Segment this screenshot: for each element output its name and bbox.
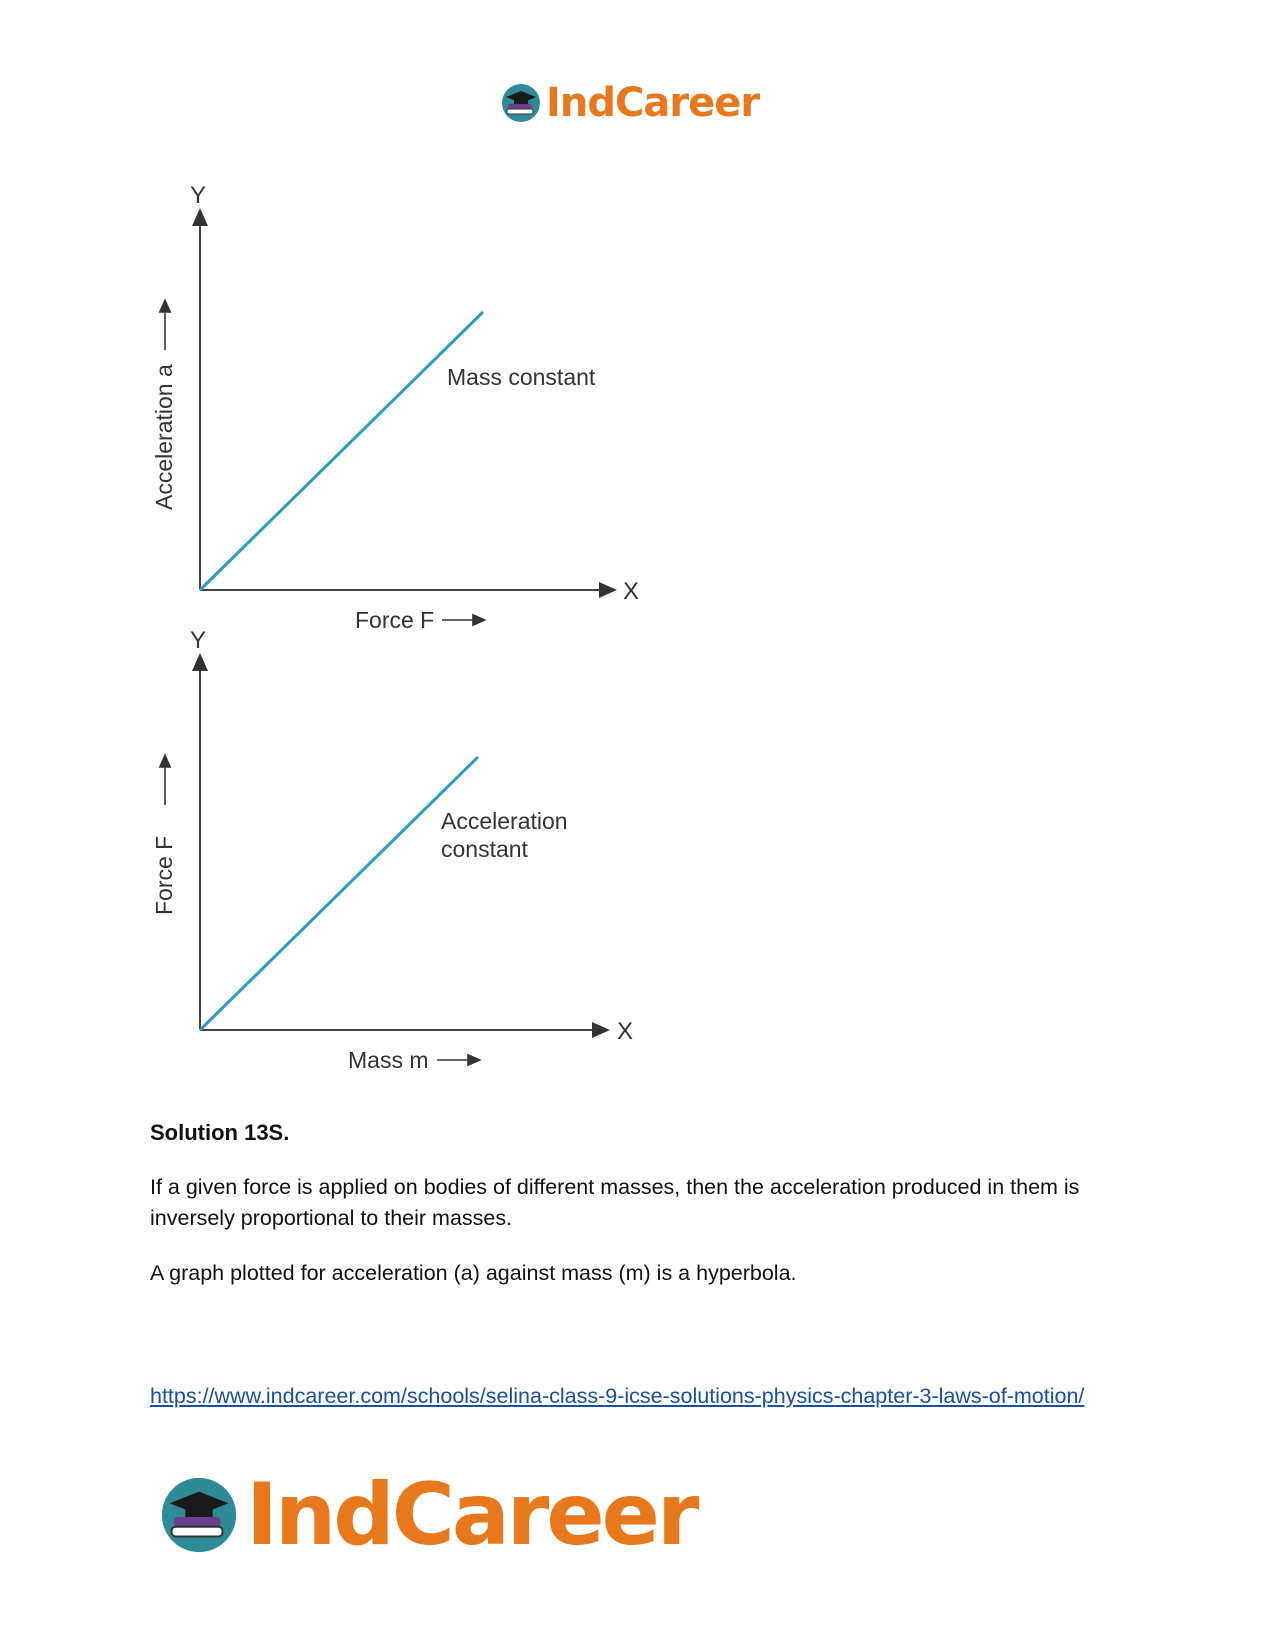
y-axis-letter: Y — [190, 182, 207, 209]
x-axis-letter: X — [617, 1018, 634, 1045]
x-axis-letter: X — [623, 578, 640, 605]
solution-paragraph-1: If a given force is applied on bodies of different masses, then the acceleration produced in them is inversely proportional to their masses. — [150, 1175, 1080, 1230]
x-axis-label: Force F — [355, 607, 435, 633]
y-axis-letter: Y — [190, 627, 207, 654]
line-label-line-1: Acceleration — [441, 808, 568, 834]
logo-text: IndCareer — [546, 80, 760, 126]
graduation-cap-books-icon — [158, 1474, 240, 1556]
line-label-line-2: constant — [441, 836, 528, 862]
line-label: Mass constant — [447, 364, 596, 390]
proportional-line — [200, 757, 478, 1030]
proportional-line — [200, 312, 483, 590]
graph-force-vs-mass — [140, 625, 700, 1085]
y-axis-label: Acceleration a — [151, 364, 177, 510]
graph-acceleration-vs-force — [140, 180, 700, 640]
source-link[interactable]: https://www.indcareer.com/schools/selina-class-9-icse-solutions-physics-chapter-3-laws-of-motion/ — [150, 1384, 1085, 1408]
logo-text: IndCareer — [246, 1465, 697, 1565]
footer-logo — [158, 1465, 697, 1565]
x-axis-label: Mass m — [348, 1047, 429, 1073]
header-logo — [500, 78, 759, 128]
solution-heading: Solution 13S. — [150, 1120, 290, 1145]
solution-paragraph-2: A graph plotted for acceleration (a) against mass (m) is a hyperbola. — [150, 1261, 797, 1285]
y-axis-label: Force F — [151, 835, 177, 915]
graduation-cap-books-icon — [500, 82, 542, 124]
